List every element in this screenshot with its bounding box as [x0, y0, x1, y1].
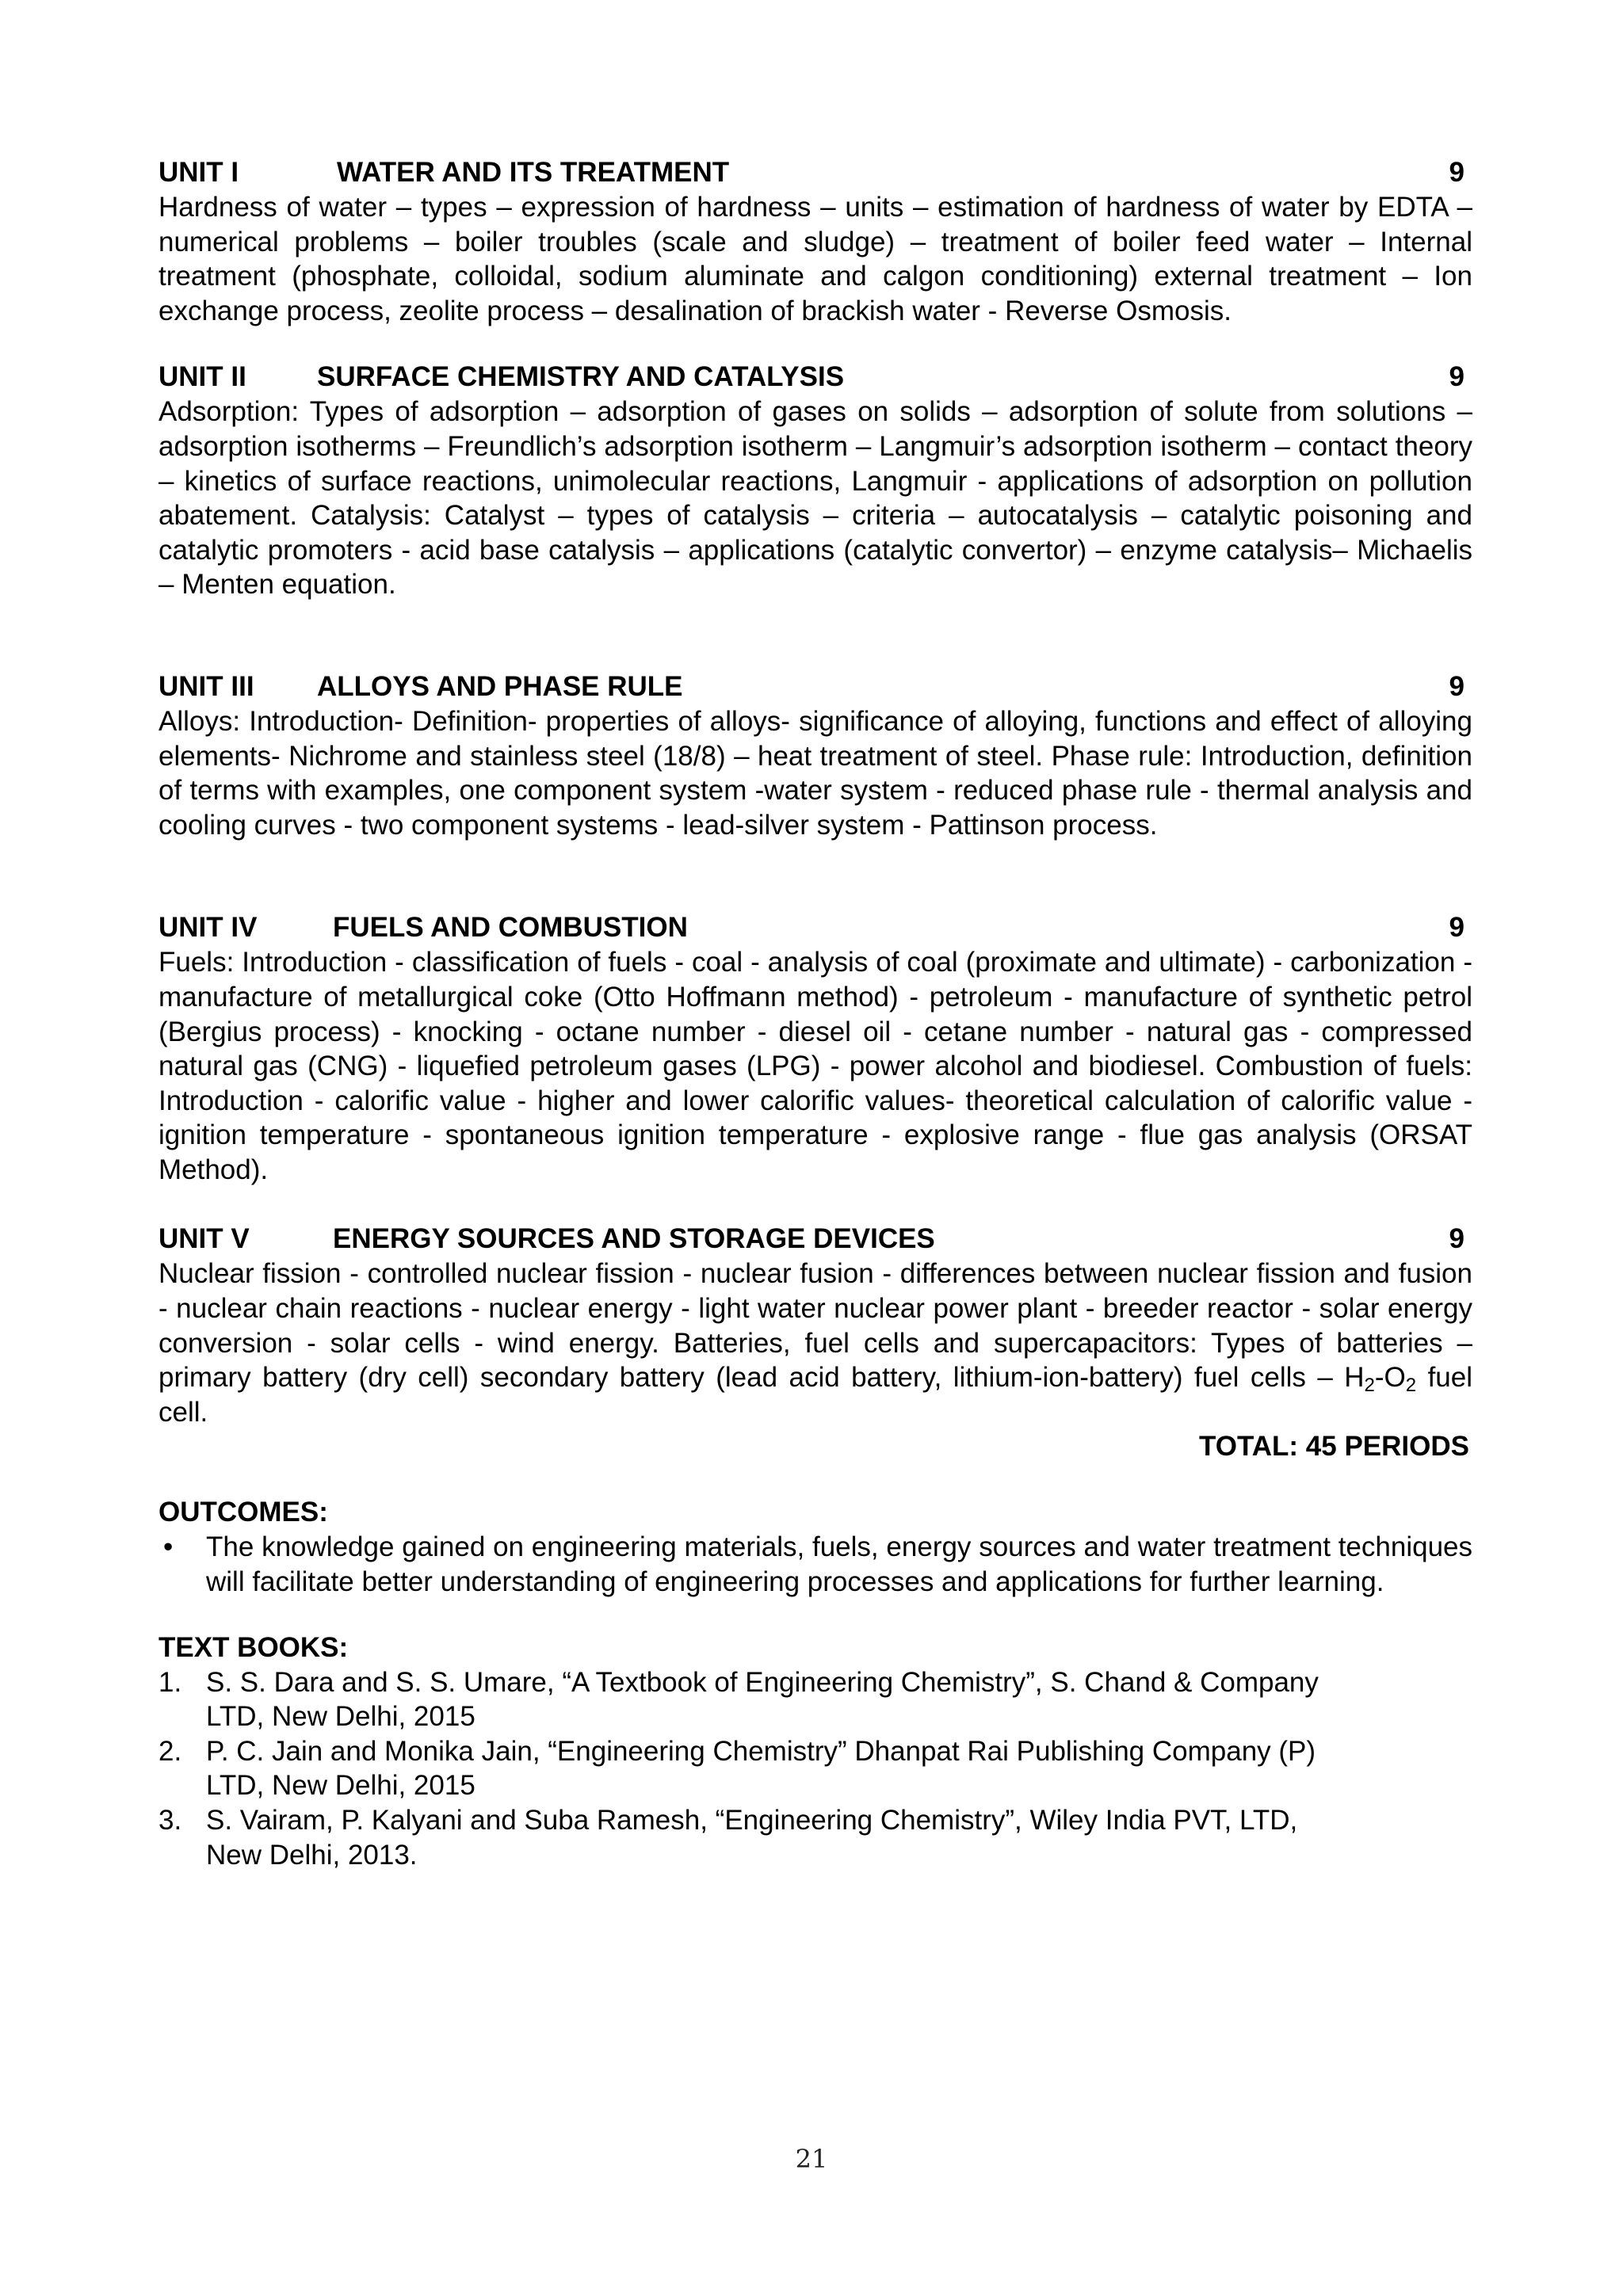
unit-body: Adsorption: Types of adsorption – adsorption of gases on solids – adsorption of solute from solutions – adsorption isotherms – Freundlich’s adsorption isotherm – Langmuir’s adsorption isotherm – contact theory – kinetics of surface reactions, unimolecular reactions, Langmuir - applications of adsorption on pollution abatement. Catalysis: Catalyst – types of catalysis – criteria – autocatalysis – catalytic poisoning and catalytic promoters - acid base catalysis – applications (catalytic convertor) – enzyme catalysis– Michaelis – Menten equation.: [158, 396, 1472, 601]
unit-number: UNIT II: [158, 361, 246, 393]
unit-hours: 9: [1449, 157, 1465, 188]
unit-body-text: fuel cell.: [158, 1362, 1472, 1428]
unit-number: UNIT IV: [158, 912, 258, 944]
page-content: [158, 155, 1472, 1872]
unit-hours: 9: [1449, 670, 1465, 702]
subscript: 2: [1405, 1375, 1417, 1397]
unit-hours: 9: [1449, 361, 1465, 393]
unit-hours: 9: [1449, 1223, 1465, 1255]
book-line: P. C. Jain and Monika Jain, “Engineering Chemistry” Dhanpat Rai Publishing Company (P): [206, 1735, 1316, 1767]
unit-body-text: -O: [1374, 1362, 1406, 1394]
unit-5-section: [158, 1222, 1472, 1429]
unit-heading: [158, 910, 1472, 945]
unit-title: FUELS AND COMBUSTION: [333, 912, 688, 944]
unit-title: WATER AND ITS TREATMENT: [337, 157, 730, 188]
unit-heading: [158, 360, 1472, 395]
unit-number: UNIT I: [158, 157, 239, 188]
list-item: [158, 1734, 1553, 1803]
unit-title: ENERGY SOURCES AND STORAGE DEVICES: [333, 1223, 935, 1255]
unit-body: [158, 1257, 1472, 1429]
unit-body: Hardness of water – types – expression of hardness – units – estimation of hardness of water by EDTA – numerical problems – boiler troubles (scale and sludge) – treatment of boiler feed water – Internal treatment (phosphate, colloidal, sodium aluminate and calgon conditioning) external treatment – Ion exchange process, zeolite process – desalination of brackish water - Reverse Osmosis.: [158, 192, 1472, 326]
unit-hours: 9: [1449, 912, 1465, 944]
outcome-text: The knowledge gained on engineering materials, fuels, energy sources and water treatment techniques will facilitate better understanding of engineering processes and applications for further learning.: [206, 1531, 1472, 1598]
bullet-icon: •: [163, 1531, 174, 1563]
outcomes-list: [158, 1530, 1472, 1599]
book-line: S. S. Dara and S. S. Umare, “A Textbook of Engineering Chemistry”, S. Chand & Company: [206, 1666, 1319, 1698]
outcomes-heading: OUTCOMES:: [158, 1497, 328, 1528]
unit-heading: [158, 1222, 1472, 1257]
list-item: [158, 1530, 1472, 1599]
unit-2-section: [158, 360, 1472, 602]
book-line: LTD, New Delhi, 2015: [206, 1770, 475, 1802]
list-number: 1.: [158, 1666, 182, 1698]
unit-heading: [158, 155, 1472, 190]
unit-4-section: [158, 910, 1472, 1187]
book-line: LTD, New Delhi, 2015: [206, 1701, 475, 1733]
unit-body: Alloys: Introduction- Definition- properties of alloys- significance of alloying, functions and effect of alloying elements- Nichrome and stainless steel (18/8) – heat treatment of steel. Phase rule: Introduction, definition of terms with examples, one component system -water system - reduced phase rule - thermal analysis and cooling curves - two component systems - lead-silver system - Pattinson process.: [158, 705, 1472, 841]
subscript: 2: [1364, 1375, 1375, 1397]
unit-number: UNIT III: [158, 670, 254, 702]
unit-number: UNIT V: [158, 1223, 250, 1255]
unit-3-section: [158, 669, 1472, 842]
page-number: 21: [795, 2144, 828, 2174]
book-line: S. Vairam, P. Kalyani and Suba Ramesh, “Engineering Chemistry”, Wiley India PVT, LTD,: [206, 1805, 1298, 1836]
unit-body-text: Nuclear fission - controlled nuclear fission - nuclear fusion - differences between nuclear fission and fusion - nuclear chain reactions - nuclear energy - light water nuclear power plant - breeder reactor - solar energy conversion - solar cells - wind energy. Batteries, fuel cells and supercapacitors: Types of batteries – primary battery (dry cell) secondary battery (lead acid battery, lithium-ion-battery) fuel cells – H: [158, 1258, 1472, 1394]
list-item: [158, 1665, 1553, 1734]
text-books-list: [158, 1665, 1472, 1873]
list-number: 3.: [158, 1805, 182, 1836]
text-books-heading: TEXT BOOKS:: [158, 1631, 349, 1663]
unit-body: Fuels: Introduction - classification of fuels - coal - analysis of coal (proximate and ultimate) - carbonization - manufacture of metallurgical coke (Otto Hoffmann method) - petroleum - manufacture of synthetic petrol (Bergius process) - knocking - octane number - diesel oil - cetane number - natural gas - compressed natural gas (CNG) - liquefied petroleum gases (LPG) - power alcohol and biodiesel. Combustion of fuels: Introduction - calorific value - higher and lower calorific values- theoretical calculation of calorific value - ignition temperature - spontaneous ignition temperature - explosive range - flue gas analysis (ORSAT Method).: [158, 947, 1472, 1185]
book-line: New Delhi, 2013.: [206, 1839, 418, 1871]
total-periods: TOTAL: 45 PERIODS: [1199, 1431, 1469, 1463]
unit-heading: [158, 669, 1472, 704]
unit-title: SURFACE CHEMISTRY AND CATALYSIS: [317, 361, 845, 393]
list-item: [158, 1803, 1553, 1872]
unit-1-section: [158, 155, 1472, 328]
unit-title: ALLOYS AND PHASE RULE: [317, 670, 683, 702]
list-number: 2.: [158, 1735, 182, 1767]
